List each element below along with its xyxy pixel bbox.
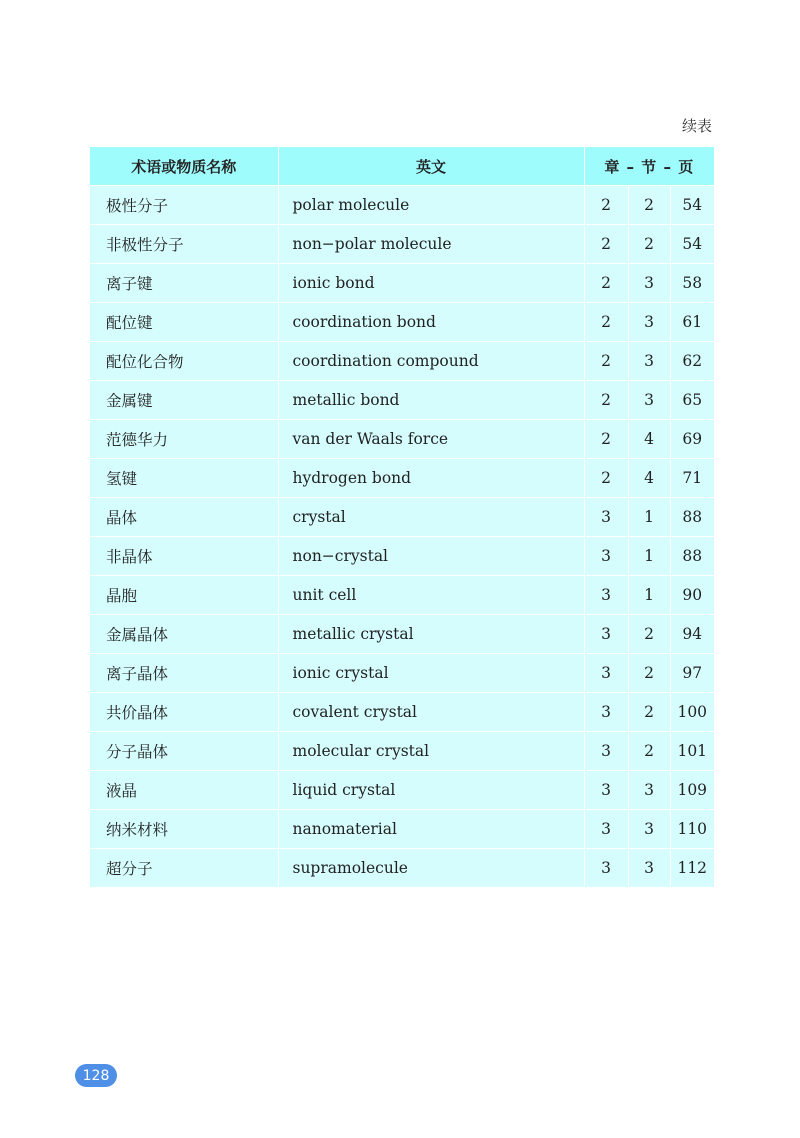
cell-section: 3: [628, 264, 670, 303]
cell-chapter: 2: [584, 381, 628, 420]
cell-chapter: 2: [584, 303, 628, 342]
cell-english: polar molecule: [278, 186, 584, 225]
cell-section: 2: [628, 693, 670, 732]
header-english: 英文: [278, 147, 584, 186]
cell-page: 112: [670, 849, 714, 888]
cell-chapter: 2: [584, 225, 628, 264]
cell-section: 3: [628, 849, 670, 888]
cell-section: 1: [628, 576, 670, 615]
cell-term: 氢键: [90, 459, 278, 498]
cell-page: 69: [670, 420, 714, 459]
table-row: [90, 459, 714, 498]
page-number-badge: 128: [75, 1064, 117, 1087]
cell-page: 71: [670, 459, 714, 498]
cell-section: 3: [628, 303, 670, 342]
table-row: [90, 693, 714, 732]
header-chapter-section-page: 章 – 节 – 页: [584, 147, 714, 186]
cell-section: 2: [628, 654, 670, 693]
table-row: [90, 810, 714, 849]
table-row: [90, 342, 714, 381]
cell-chapter: 3: [584, 693, 628, 732]
table-row: [90, 225, 714, 264]
cell-section: 2: [628, 615, 670, 654]
cell-page: 101: [670, 732, 714, 771]
table-row: [90, 576, 714, 615]
cell-term: 纳米材料: [90, 810, 278, 849]
glossary-table: [90, 147, 714, 887]
cell-term: 液晶: [90, 771, 278, 810]
cell-page: 62: [670, 342, 714, 381]
cell-chapter: 2: [584, 420, 628, 459]
cell-term: 极性分子: [90, 186, 278, 225]
cell-chapter: 2: [584, 186, 628, 225]
cell-chapter: 3: [584, 654, 628, 693]
cell-english: non−polar molecule: [278, 225, 584, 264]
header-term: 术语或物质名称: [90, 147, 278, 186]
cell-term: 非晶体: [90, 537, 278, 576]
table-header-row: [90, 147, 714, 186]
cell-chapter: 3: [584, 537, 628, 576]
cell-english: non−crystal: [278, 537, 584, 576]
cell-page: 97: [670, 654, 714, 693]
cell-english: liquid crystal: [278, 771, 584, 810]
cell-chapter: 3: [584, 615, 628, 654]
cell-term: 共价晶体: [90, 693, 278, 732]
table-row: [90, 654, 714, 693]
cell-english: molecular crystal: [278, 732, 584, 771]
table-body: [90, 186, 714, 888]
table-row: [90, 498, 714, 537]
cell-page: 88: [670, 498, 714, 537]
cell-term: 非极性分子: [90, 225, 278, 264]
cell-english: ionic crystal: [278, 654, 584, 693]
cell-chapter: 3: [584, 771, 628, 810]
cell-page: 110: [670, 810, 714, 849]
cell-page: 94: [670, 615, 714, 654]
cell-section: 3: [628, 771, 670, 810]
table-row: [90, 303, 714, 342]
cell-english: supramolecule: [278, 849, 584, 888]
cell-term: 超分子: [90, 849, 278, 888]
table-row: [90, 186, 714, 225]
cell-chapter: 3: [584, 810, 628, 849]
table-row: [90, 264, 714, 303]
cell-english: ionic bond: [278, 264, 584, 303]
cell-term: 晶体: [90, 498, 278, 537]
cell-term: 范德华力: [90, 420, 278, 459]
cell-term: 金属晶体: [90, 615, 278, 654]
cell-term: 配位化合物: [90, 342, 278, 381]
cell-section: 2: [628, 732, 670, 771]
cell-english: coordination compound: [278, 342, 584, 381]
cell-page: 54: [670, 225, 714, 264]
cell-english: hydrogen bond: [278, 459, 584, 498]
table-row: [90, 732, 714, 771]
cell-chapter: 2: [584, 264, 628, 303]
cell-page: 90: [670, 576, 714, 615]
table-row: [90, 420, 714, 459]
cell-chapter: 2: [584, 342, 628, 381]
cell-section: 3: [628, 381, 670, 420]
cell-section: 4: [628, 420, 670, 459]
table-row: [90, 537, 714, 576]
cell-english: crystal: [278, 498, 584, 537]
cell-chapter: 3: [584, 849, 628, 888]
cell-chapter: 3: [584, 576, 628, 615]
cell-page: 54: [670, 186, 714, 225]
cell-english: metallic bond: [278, 381, 584, 420]
cell-page: 109: [670, 771, 714, 810]
table-row: [90, 849, 714, 888]
cell-term: 配位键: [90, 303, 278, 342]
cell-section: 4: [628, 459, 670, 498]
cell-page: 88: [670, 537, 714, 576]
cell-chapter: 3: [584, 732, 628, 771]
cell-term: 分子晶体: [90, 732, 278, 771]
cell-page: 65: [670, 381, 714, 420]
cell-section: 3: [628, 342, 670, 381]
cell-section: 1: [628, 498, 670, 537]
cell-page: 58: [670, 264, 714, 303]
cell-section: 2: [628, 225, 670, 264]
table-row: [90, 771, 714, 810]
cell-term: 离子晶体: [90, 654, 278, 693]
cell-english: van der Waals force: [278, 420, 584, 459]
cell-section: 3: [628, 810, 670, 849]
cell-english: coordination bond: [278, 303, 584, 342]
cell-section: 2: [628, 186, 670, 225]
table-row: [90, 615, 714, 654]
cell-chapter: 2: [584, 459, 628, 498]
cell-term: 晶胞: [90, 576, 278, 615]
cell-english: covalent crystal: [278, 693, 584, 732]
cell-english: nanomaterial: [278, 810, 584, 849]
cell-english: unit cell: [278, 576, 584, 615]
cell-term: 离子键: [90, 264, 278, 303]
cell-section: 1: [628, 537, 670, 576]
cell-page: 61: [670, 303, 714, 342]
cell-english: metallic crystal: [278, 615, 584, 654]
cell-page: 100: [670, 693, 714, 732]
cell-term: 金属键: [90, 381, 278, 420]
table-row: [90, 381, 714, 420]
cell-chapter: 3: [584, 498, 628, 537]
continued-label: 续表: [681, 117, 712, 135]
